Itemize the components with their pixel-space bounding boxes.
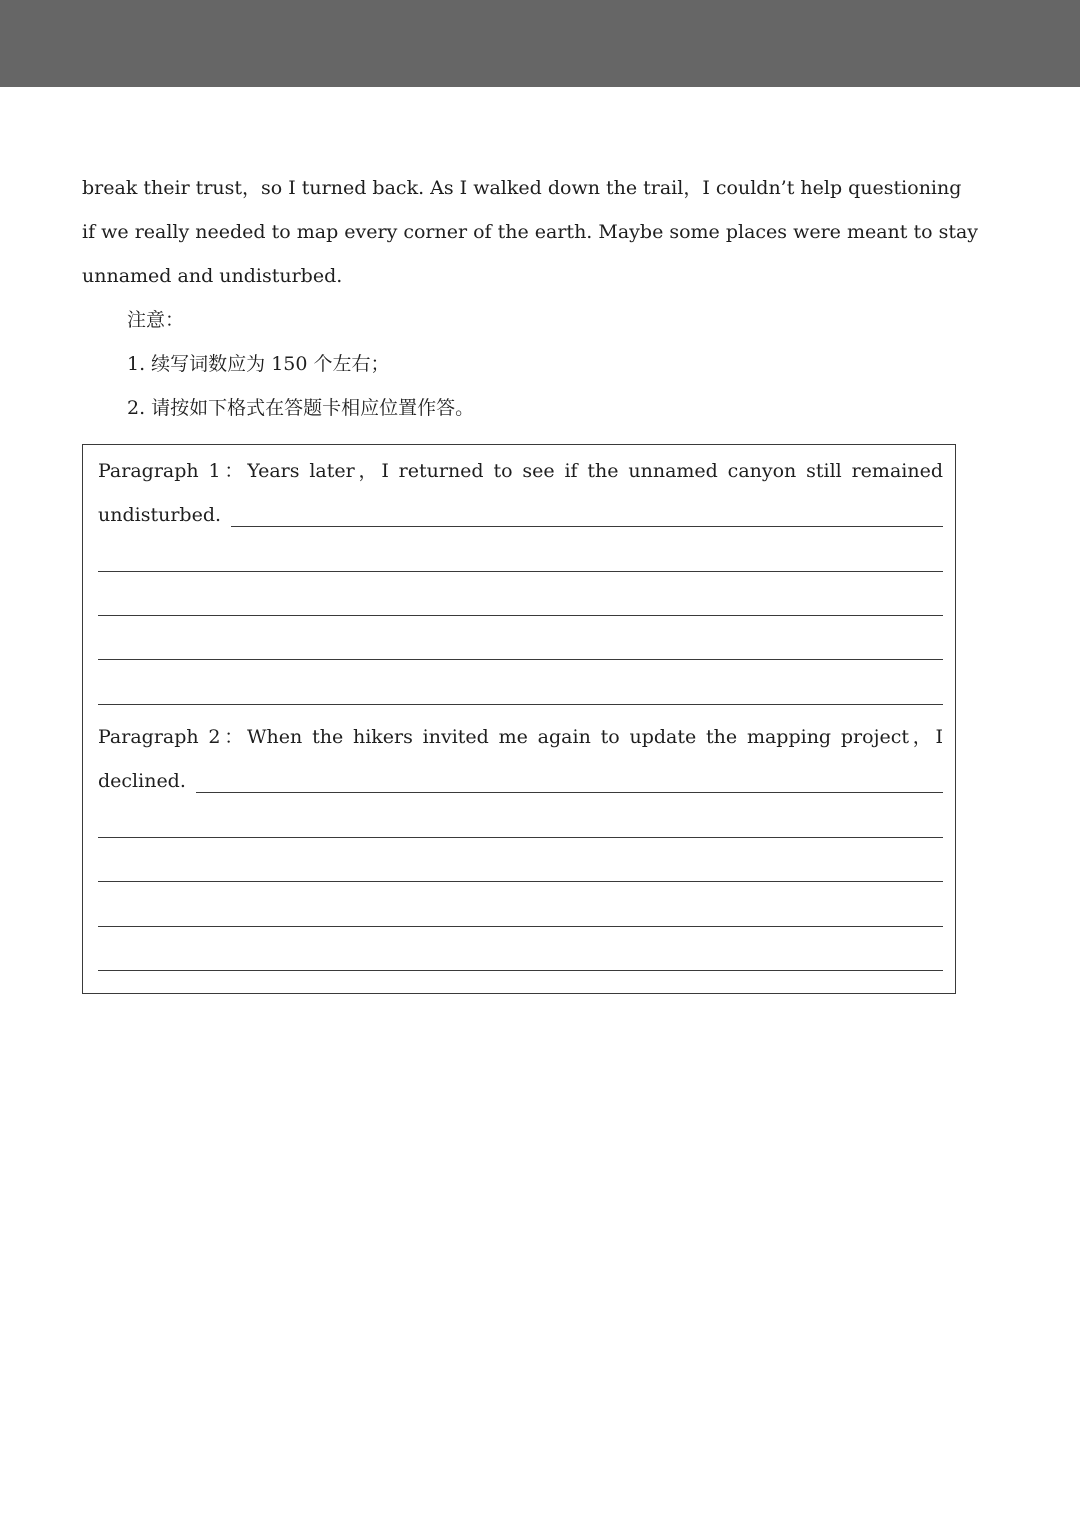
passage-text	[82, 166, 979, 298]
top-gray-bar	[0, 0, 1080, 87]
writing-line[interactable]	[196, 792, 943, 793]
writing-line[interactable]	[98, 704, 943, 705]
writing-line[interactable]	[98, 926, 943, 927]
note-item: 1. 续写词数应为 150 个左右；	[127, 353, 390, 375]
paragraph-2-line: Paragraph 2：When the hikers invited me again to update the mapping project，I	[98, 726, 943, 748]
writing-line[interactable]	[231, 526, 943, 527]
passage-line: if we really needed to map every corner of the earth. Maybe some places were meant to stay	[82, 221, 979, 243]
passage-line: break their trust，so I turned back. As I walked down the trail，I couldn’t help questioning	[82, 177, 962, 199]
paragraph-1-ending: undisturbed.	[98, 504, 222, 526]
notes-heading: 注意：	[127, 309, 185, 331]
writing-line[interactable]	[98, 837, 943, 838]
writing-line[interactable]	[98, 659, 943, 660]
paragraph-1-prompt	[98, 449, 943, 537]
writing-line[interactable]	[98, 615, 943, 616]
note-item: 2. 请按如下格式在答题卡相应位置作答。	[127, 397, 475, 419]
paragraph-2-ending: declined.	[98, 770, 186, 792]
paragraph-1-line: Paragraph 1：Years later，I returned to see if the unnamed canyon still remained	[98, 460, 943, 482]
passage-line: unnamed and undisturbed.	[82, 265, 343, 287]
writing-line[interactable]	[98, 881, 943, 882]
paragraph-2-prompt	[98, 715, 943, 803]
answer-box	[82, 444, 956, 994]
writing-line[interactable]	[98, 970, 943, 971]
writing-line[interactable]	[98, 571, 943, 572]
notes-section	[127, 298, 474, 430]
